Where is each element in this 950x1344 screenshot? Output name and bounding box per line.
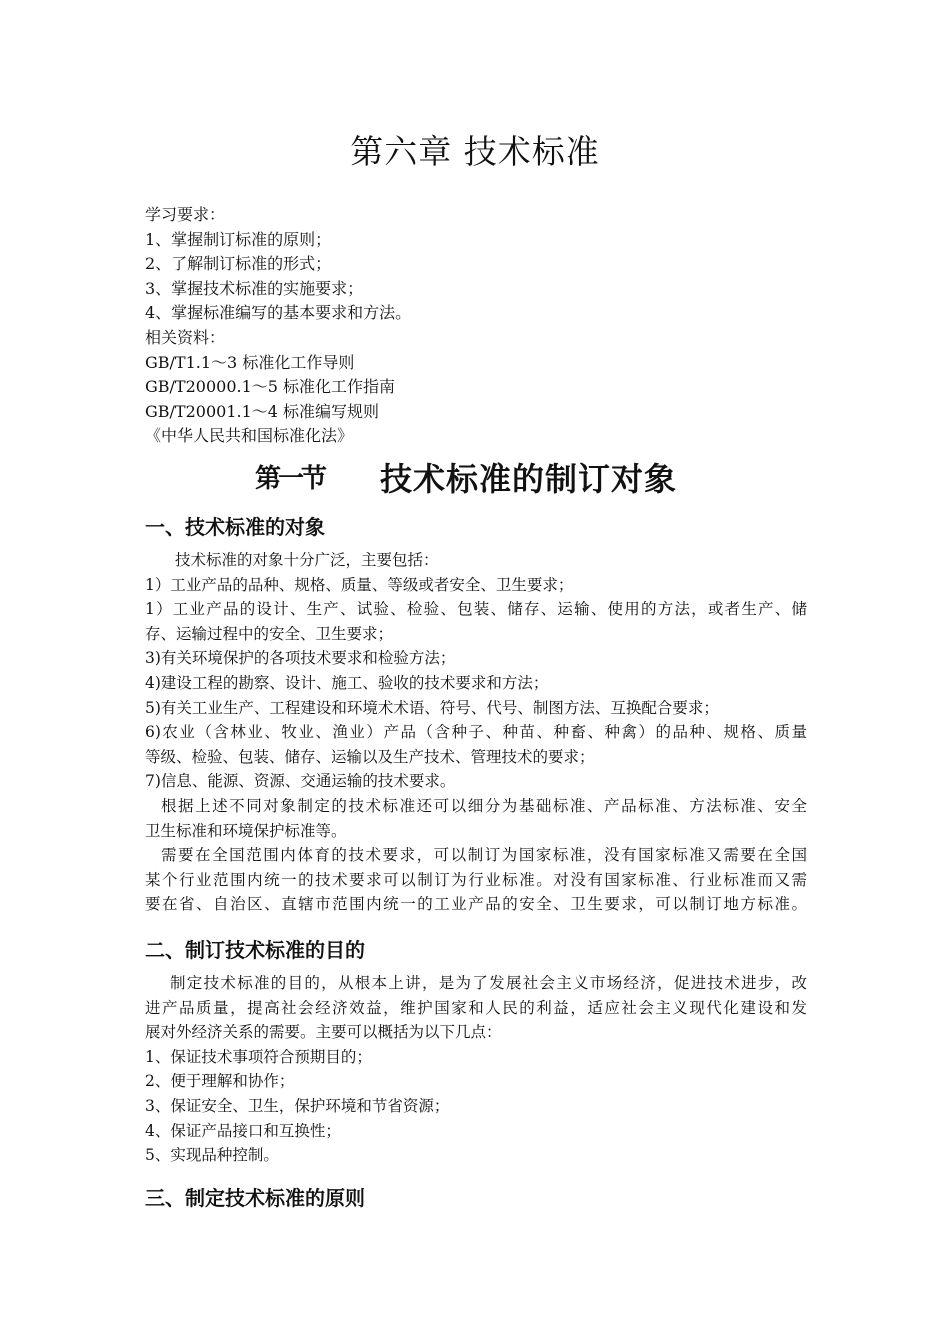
object-item-cont: 等级、检验、包装、储存、运输以及生产技术、管理技术的要求； bbox=[145, 747, 595, 766]
object-item: 5)有关工业生产、工程建设和环境术术语、符号、代号、制图方法、互换配合要求； bbox=[145, 698, 719, 717]
purpose-item: 4、保证产品接口和互换性； bbox=[145, 1121, 341, 1140]
resource-item: GB/T1.1～3 标准化工作导则 bbox=[145, 352, 355, 372]
object-item: 1）工业产品的设计、生产、试验、检验、包装、储存、运输、使用的方法，或者生产、储 bbox=[145, 600, 807, 619]
chapter-title: 第六章 技术标准 bbox=[350, 132, 600, 171]
purpose-item: 1、保证技术事项符合预期目的； bbox=[145, 1047, 372, 1066]
requirement-item: 2、了解制订标准的形式； bbox=[145, 254, 332, 274]
object-item: 6)农业（含林业、牧业、渔业）产品（含种子、种苗、种畜、种禽）的品种、规格、质量 bbox=[145, 723, 807, 742]
section-title-text: 技术标准的制订对象 bbox=[380, 460, 678, 498]
purpose-item: 2、便于理解和协作； bbox=[145, 1072, 295, 1091]
object-item: 7)信息、能源、资源、交通运输的技术要求。 bbox=[145, 772, 456, 791]
requirement-item: 1、掌握制订标准的原则； bbox=[145, 229, 332, 249]
object-item-cont: 存、运输过程中的安全、卫生要求； bbox=[145, 624, 394, 643]
section-title bbox=[0, 454, 950, 500]
paragraph-line: 根据上述不同对象制定的技术标准还可以细分为基础标准、产品标准、方法标准、安全 bbox=[161, 796, 807, 815]
part2-body bbox=[145, 971, 807, 1168]
object-item: 3)有关环境保护的各项技术要求和检验方法； bbox=[145, 649, 456, 668]
resource-item: GB/T20001.1～4 标准编写规则 bbox=[145, 401, 380, 421]
paragraph-line: 进产品质量，提高社会经济效益，维护国家和人民的利益，适应社会主义现代化建设和发 bbox=[145, 998, 807, 1017]
purpose-item: 5、实现品种控制。 bbox=[145, 1146, 279, 1165]
paragraph-line: 展对外经济关系的需要。主要可以概括为以下几点： bbox=[145, 1023, 502, 1042]
object-item: 1）工业产品的品种、规格、质量、等级或者安全、卫生要求； bbox=[145, 575, 574, 594]
intro-block bbox=[145, 203, 815, 449]
part1-body bbox=[145, 548, 807, 917]
paragraph-line: 制定技术标准的目的，从根本上讲，是为了发展社会主义市场经济，促进技术进步，改 bbox=[170, 974, 807, 992]
paragraph-line: 卫生标准和环境保护标准等。 bbox=[145, 821, 347, 840]
purpose-item: 3、保证安全、卫生，保护环境和节省资源； bbox=[145, 1096, 450, 1115]
requirement-item: 4、掌握标准编写的基本要求和方法。 bbox=[145, 303, 412, 323]
resource-item: 《中华人民共和国标准化法》 bbox=[145, 426, 354, 446]
part1-heading: 一、技术标准的对象 bbox=[145, 515, 325, 539]
learning-requirements-heading: 学习要求： bbox=[145, 205, 226, 224]
part2-heading: 二、制订技术标准的目的 bbox=[145, 938, 365, 962]
part3-heading: 三、制定技术标准的原则 bbox=[145, 1186, 365, 1210]
resources-heading: 相关资料： bbox=[145, 327, 226, 347]
paragraph-line: 某个行业范围内统一的技术要求可以制订为行业标准。对没有国家标准、行业标准而又需 bbox=[145, 870, 807, 889]
section-number: 第一节 bbox=[255, 464, 325, 494]
resource-item: GB/T20000.1～5 标准化工作指南 bbox=[145, 377, 396, 397]
object-item: 4)建设工程的勘察、设计、施工、验收的技术要求和方法； bbox=[145, 673, 549, 692]
paragraph-line: 需要在全国范围内体育的技术要求，可以制订为国家标准，没有国家标准又需要在全国 bbox=[161, 846, 807, 865]
paragraph-line: 要在省、自治区、直辖市范围内统一的工业产品的安全、卫生要求，可以制订地方标准。 bbox=[145, 895, 807, 914]
part1-lead: 技术标准的对象十分广泛，主要包括： bbox=[175, 551, 439, 569]
requirement-item: 3、掌握技术标准的实施要求； bbox=[145, 278, 364, 298]
